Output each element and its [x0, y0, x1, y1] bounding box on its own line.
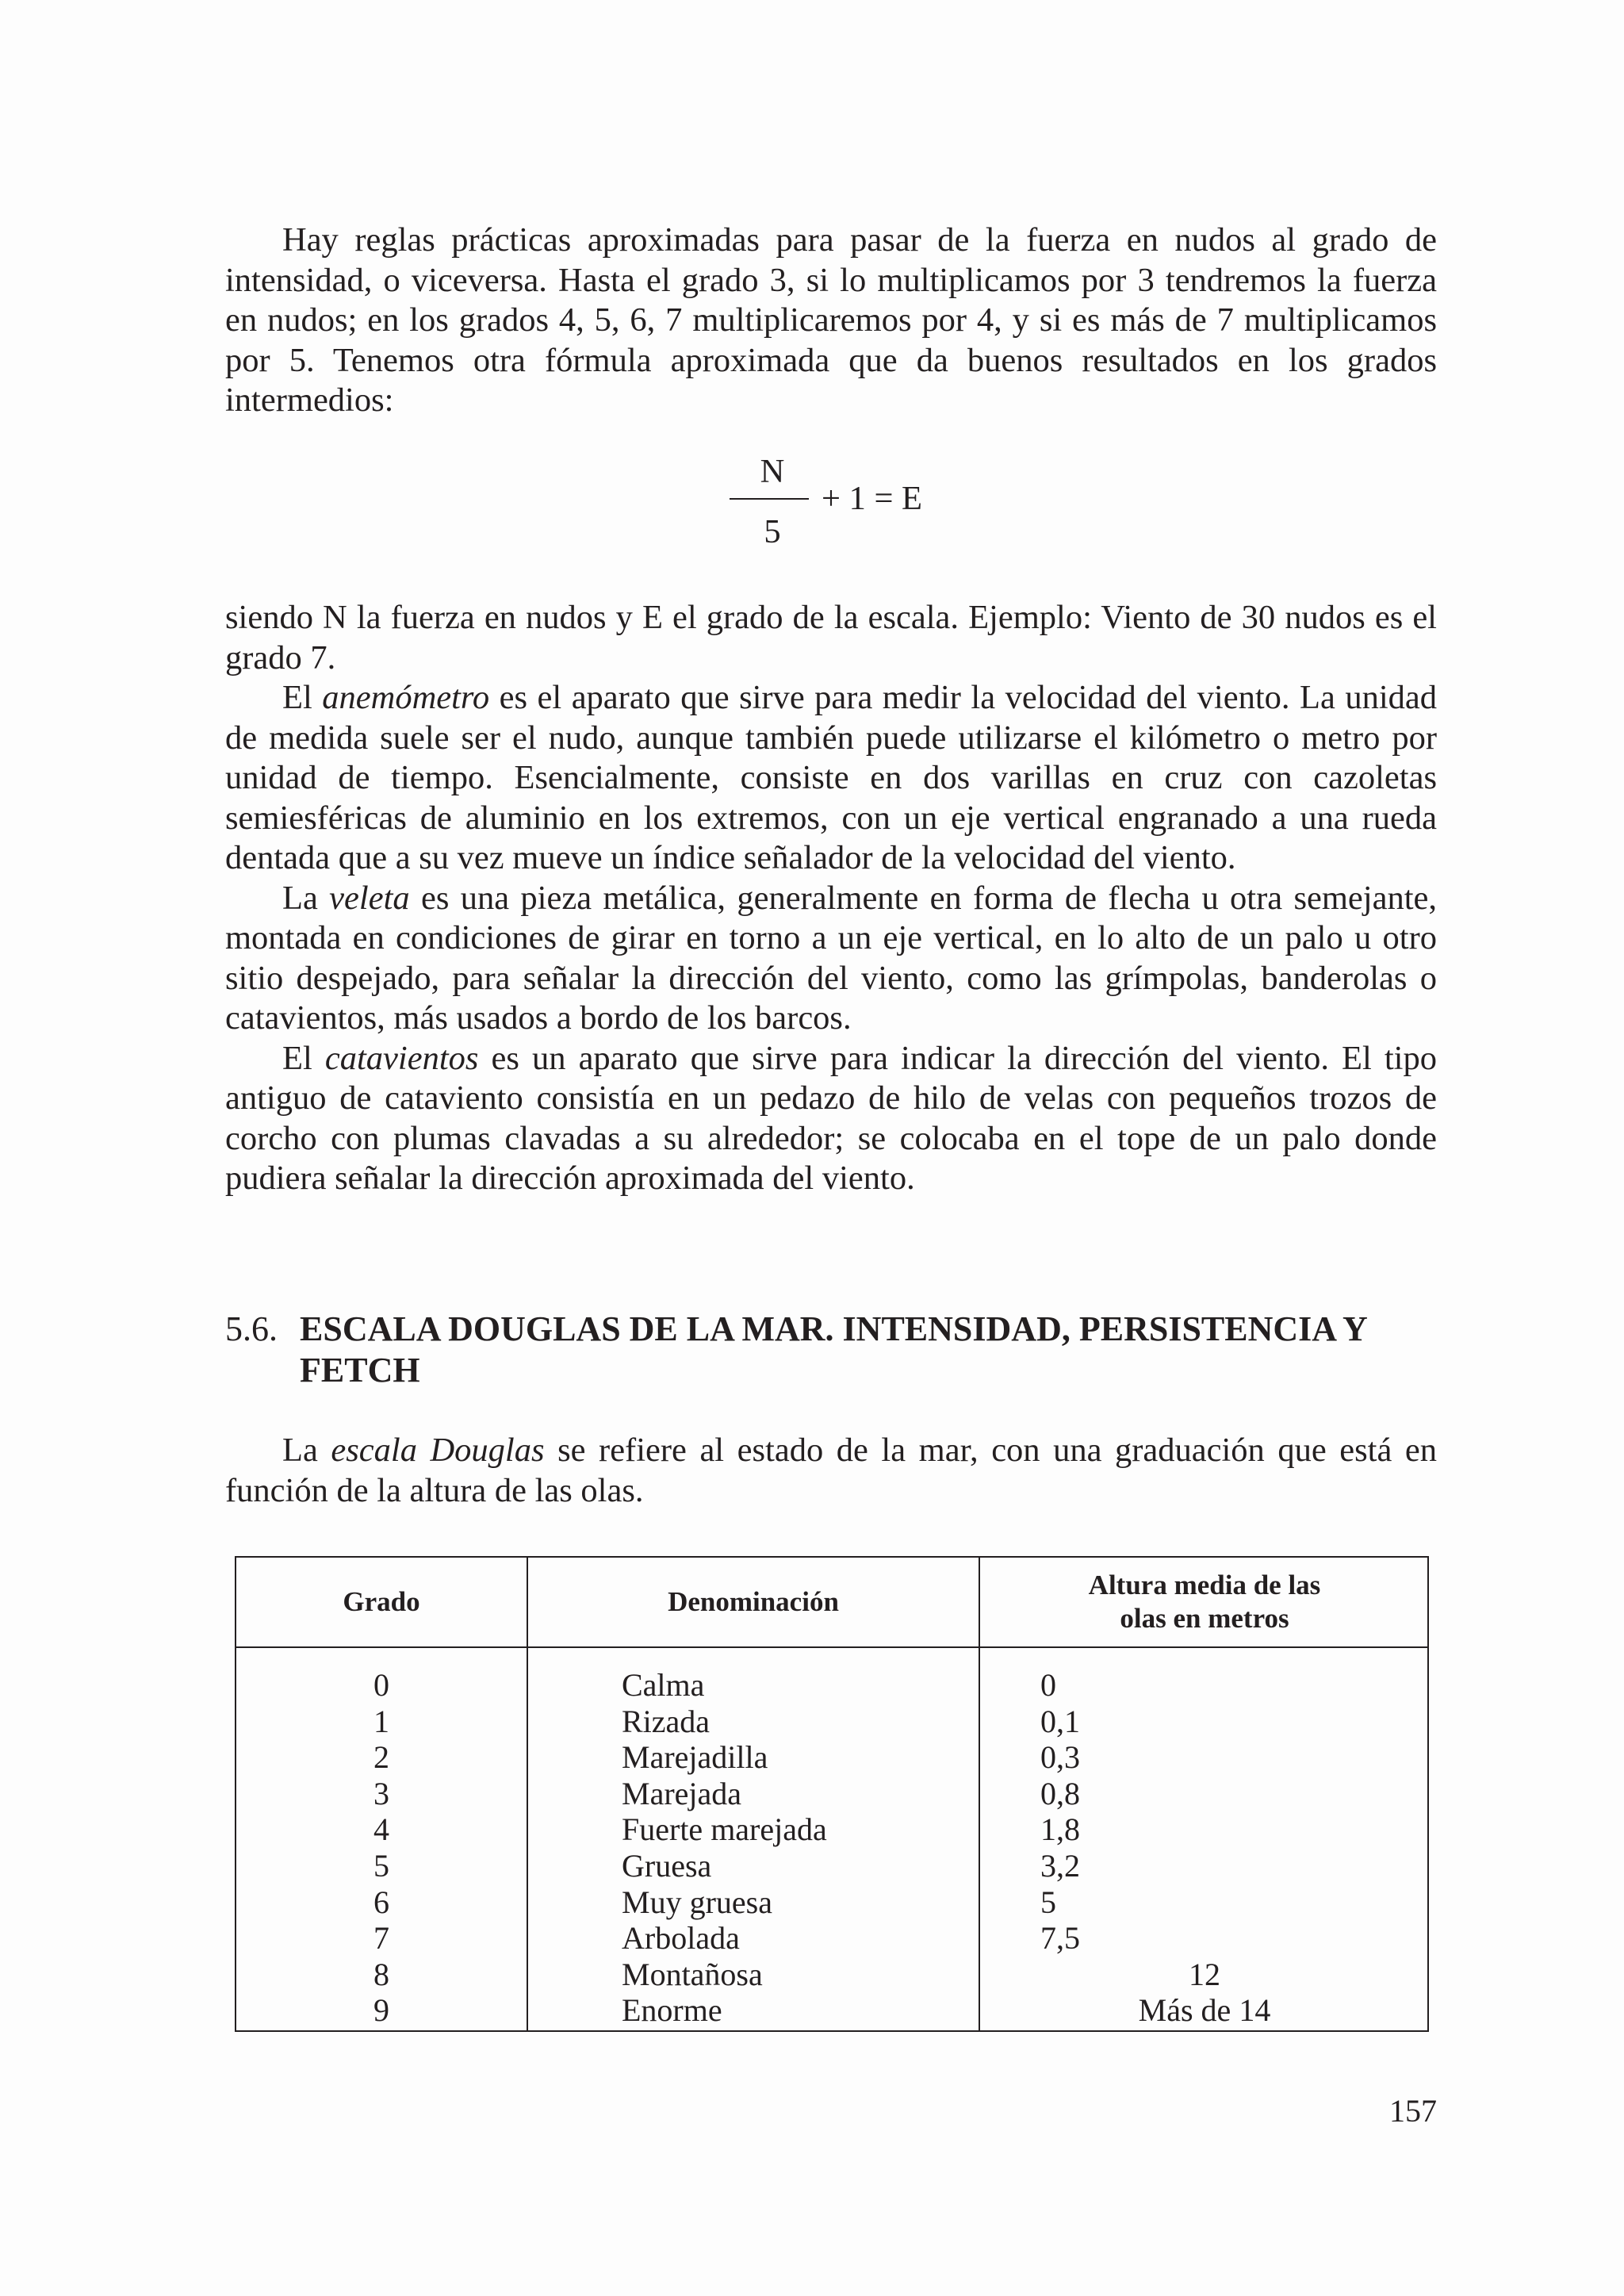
term-veleta: veleta [329, 879, 410, 917]
table-row [236, 1920, 1427, 1957]
header-altura: Altura media de las olas en metros [1088, 1570, 1321, 1634]
cell-denominacion: Gruesa [622, 1847, 712, 1884]
cell-denominacion: Fuerte marejada [622, 1811, 827, 1848]
cell-grado: 7 [373, 1920, 389, 1957]
paragraph-veleta: La veleta es una pieza metálica, generalmente en forma de flecha u otra semejante, montada en condiciones de girar en torno a un eje vertical, en lo alto de un palo u otro sitio despejado, para señalar la dirección del viento, como las grímpolas, banderolas o catavientos, más usados a bordo de los barcos. [225, 879, 1437, 1037]
cell-denominacion: Calma [622, 1667, 705, 1703]
header-grado: Grado [343, 1586, 420, 1617]
cell-grado: 0 [373, 1667, 389, 1703]
cell-grado: 4 [373, 1811, 389, 1848]
cell-denominacion: Montañosa [622, 1956, 763, 1992]
table-row [236, 1811, 1427, 1848]
section-title: ESCALA DOUGLAS DE LA MAR. INTENSIDAD, PERSISTENCIA Y FETCH [300, 1309, 1367, 1389]
text-block-middle [225, 598, 1437, 1199]
text-block-top [225, 220, 1437, 421]
term-escala-douglas: escala Douglas [331, 1432, 545, 1469]
formula-rest: + 1 = E [822, 480, 923, 517]
paragraph-formula-explanation: siendo N la fuerza en nudos y E el grado de la escala. Ejemplo: Viento de 30 nudos es el grado 7. [225, 599, 1437, 677]
paragraph-rules: Hay reglas prácticas aproximadas para pasar de la fuerza en nudos al grado de intensidad, o viceversa. Hasta el grado 3, si lo multiplicamos por 3 tendremos la fuerza en nudos; en los grados 4, 5, 6, 7 multiplicaremos por 4, y si es más de 7 multiplicamos por 5. Tenemos otra fórmula aproximada que da buenos resultados en los grados intermedios: [225, 221, 1437, 419]
cell-grado: 6 [373, 1884, 389, 1920]
term-anemometro: anemómetro [322, 679, 490, 716]
formula-numerator: N [760, 453, 785, 490]
page-number: 157 [1389, 2093, 1437, 2129]
cell-altura: 5 [1040, 1884, 1056, 1920]
cell-altura: 7,5 [1040, 1920, 1080, 1957]
cell-altura: 0,3 [1040, 1739, 1080, 1776]
header-denominacion: Denominación [668, 1586, 839, 1617]
fraction-bar [730, 498, 809, 500]
table-row [236, 1667, 1427, 1704]
cell-denominacion: Marejadilla [622, 1739, 768, 1776]
section-heading [225, 1309, 1446, 1391]
table-row [236, 1884, 1427, 1921]
paragraph-catavientos: El catavientos es un aparato que sirve para indicar la dirección del viento. El tipo antiguo de cataviento consistía en un pedazo de hilo de velas con pequeños trozos de corcho con plumas clavadas a su alrededor; se colocaba en el tope de un palo donde pudiera señalar la dirección aproximada del viento. [225, 1039, 1437, 1197]
douglas-scale-table [235, 1556, 1429, 2032]
cell-altura: Más de 14 [1138, 1992, 1271, 2029]
cell-grado: 3 [373, 1775, 389, 1811]
table-row [236, 1992, 1427, 2029]
table-row [236, 1848, 1427, 1884]
cell-grado: 2 [373, 1739, 389, 1776]
text-block-intro [225, 1431, 1437, 1511]
table-body [236, 1667, 1427, 2029]
cell-grado: 8 [373, 1956, 389, 1992]
cell-altura: 12 [1189, 1956, 1220, 1992]
cell-grado: 5 [373, 1847, 389, 1884]
cell-altura: 0,8 [1040, 1775, 1080, 1811]
cell-altura: 0 [1040, 1667, 1056, 1703]
section-number: 5.6. [225, 1309, 278, 1348]
cell-denominacion: Marejada [622, 1775, 742, 1811]
table-row [236, 1957, 1427, 1993]
term-catavientos: catavientos [324, 1039, 479, 1077]
table-row [236, 1704, 1427, 1740]
table-row [236, 1776, 1427, 1812]
header-divider [236, 1646, 1427, 1648]
formula [730, 452, 983, 555]
cell-denominacion: Muy gruesa [622, 1884, 772, 1920]
cell-grado: 1 [373, 1703, 389, 1739]
paragraph-douglas-intro: La escala Douglas se refiere al estado de la mar, con una graduación que está en función de la altura de las olas. [225, 1432, 1437, 1509]
cell-denominacion: Arbolada [622, 1920, 740, 1957]
table-row [236, 1739, 1427, 1776]
cell-altura: 0,1 [1040, 1703, 1080, 1739]
paragraph-anemometro: El anemómetro es el aparato que sirve para medir la velocidad del viento. La unidad de medida suele ser el nudo, aunque también puede utilizarse el kilómetro o metro por unidad de tiempo. Esencialmente, consiste en dos varillas en cruz con cazoletas semiesféricas de aluminio en los extremos, con un eje vertical engranado a una rueda dentada que a su vez mueve un índice señalador de la velocidad del viento. [225, 679, 1437, 876]
cell-altura: 1,8 [1040, 1811, 1080, 1848]
cell-denominacion: Rizada [622, 1703, 710, 1739]
formula-denominator: 5 [764, 513, 781, 550]
cell-altura: 3,2 [1040, 1847, 1080, 1884]
cell-denominacion: Enorme [622, 1992, 722, 2029]
cell-grado: 9 [373, 1992, 389, 2029]
